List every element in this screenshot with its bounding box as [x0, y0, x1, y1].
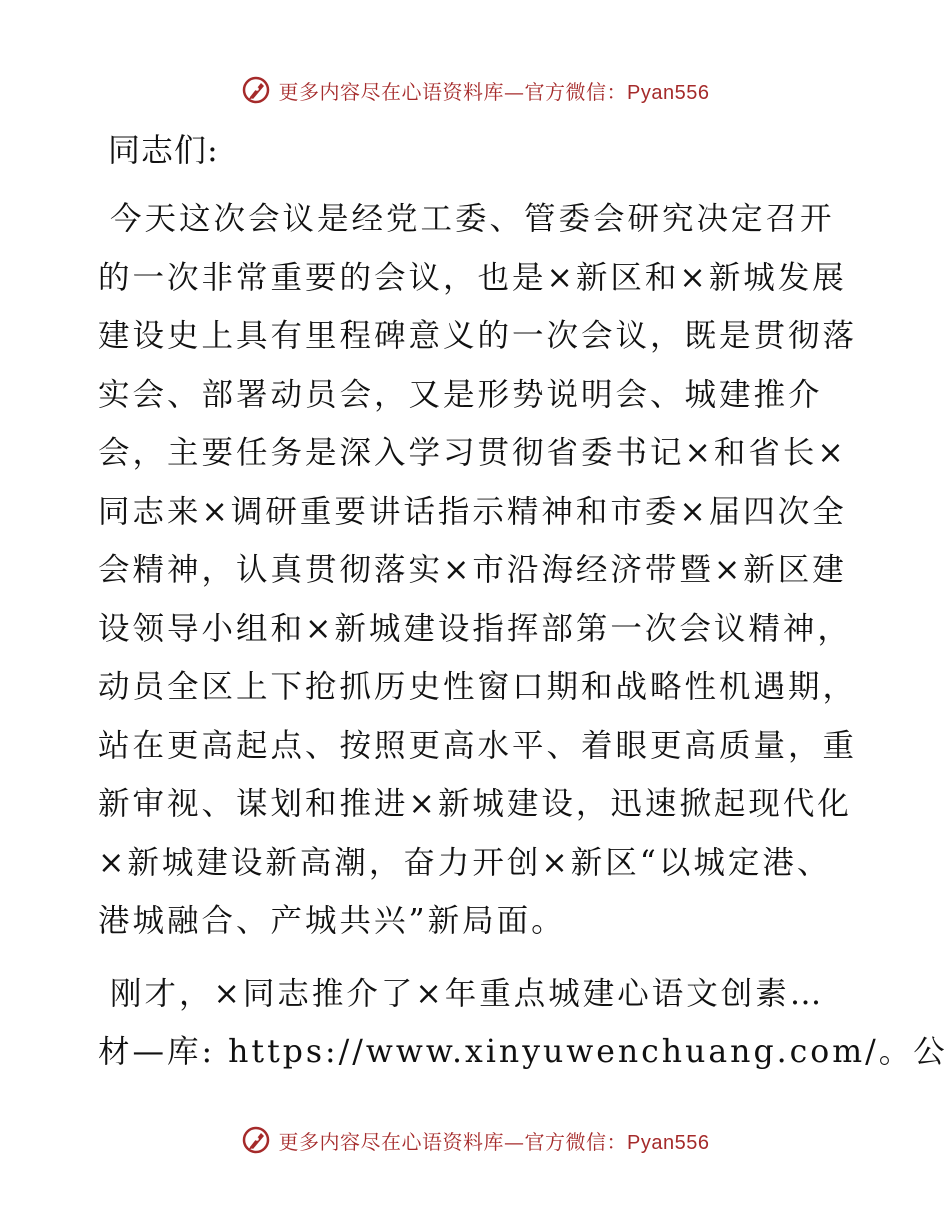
text-line: 建设史上具有里程碑意义的一次会议，既是贯彻落	[98, 318, 858, 354]
pen-nib-logo-icon	[241, 75, 271, 105]
text-line: 设领导小组和×新城建设指挥部第一次会议精神，	[98, 610, 852, 647]
text-line: 的一次非常重要的会议，也是×新区和×新城发展	[98, 259, 847, 296]
banner-text-cn: 更多内容尽在心语资料库—官方微信：	[278, 1129, 628, 1154]
text-line: 动员全区上下抢抓历史性窗口期和战略性机遇期，	[98, 669, 858, 705]
text-line: 站在更高起点、按照更高水平、着眼更高质量，重	[98, 727, 858, 764]
paragraph-2	[98, 965, 948, 1082]
text-line: 刚才，×同志推介了×年重点城建心语文创素…	[110, 975, 825, 1012]
text-line: 新审视、谋划和推进×新城建设，迅速掀起现代化	[98, 786, 852, 822]
text-line: 今天这次会议是经党工委、管委会研究决定召开	[110, 201, 835, 237]
banner-text-id: Pyan556	[627, 1131, 710, 1154]
paragraph-1	[98, 190, 858, 951]
text-line-with-link: 材—库: https://www.xinyuwenchuang.com/。公	[98, 1034, 948, 1070]
salutation: 同志们:	[108, 131, 219, 169]
header-watermark-banner	[0, 70, 950, 110]
pen-nib-logo-icon	[241, 1125, 271, 1155]
banner-text-id: Pyan556	[627, 81, 710, 104]
text-line: 同志来×调研重要讲话指示精神和市委×届四次全	[98, 493, 847, 530]
document-body	[98, 122, 948, 1096]
text-line: ×新城建设新高潮，奋力开创×新区“以城定港、	[98, 844, 832, 881]
text-line: 会，主要任务是深入学习贯彻省委书记×和省长×	[98, 435, 847, 471]
text-line: 会精神，认真贯彻落实×市沿海经济带暨×新区建	[98, 552, 847, 588]
footer-watermark-banner	[0, 1120, 950, 1160]
banner-label	[279, 76, 710, 105]
banner-text-cn: 更多内容尽在心语资料库—官方微信：	[278, 79, 628, 104]
banner-label	[279, 1126, 710, 1155]
text-line: 港城融合、产城共兴”新局面。	[98, 903, 566, 939]
text-line: 实会、部署动员会，又是形势说明会、城建推介	[98, 376, 823, 413]
